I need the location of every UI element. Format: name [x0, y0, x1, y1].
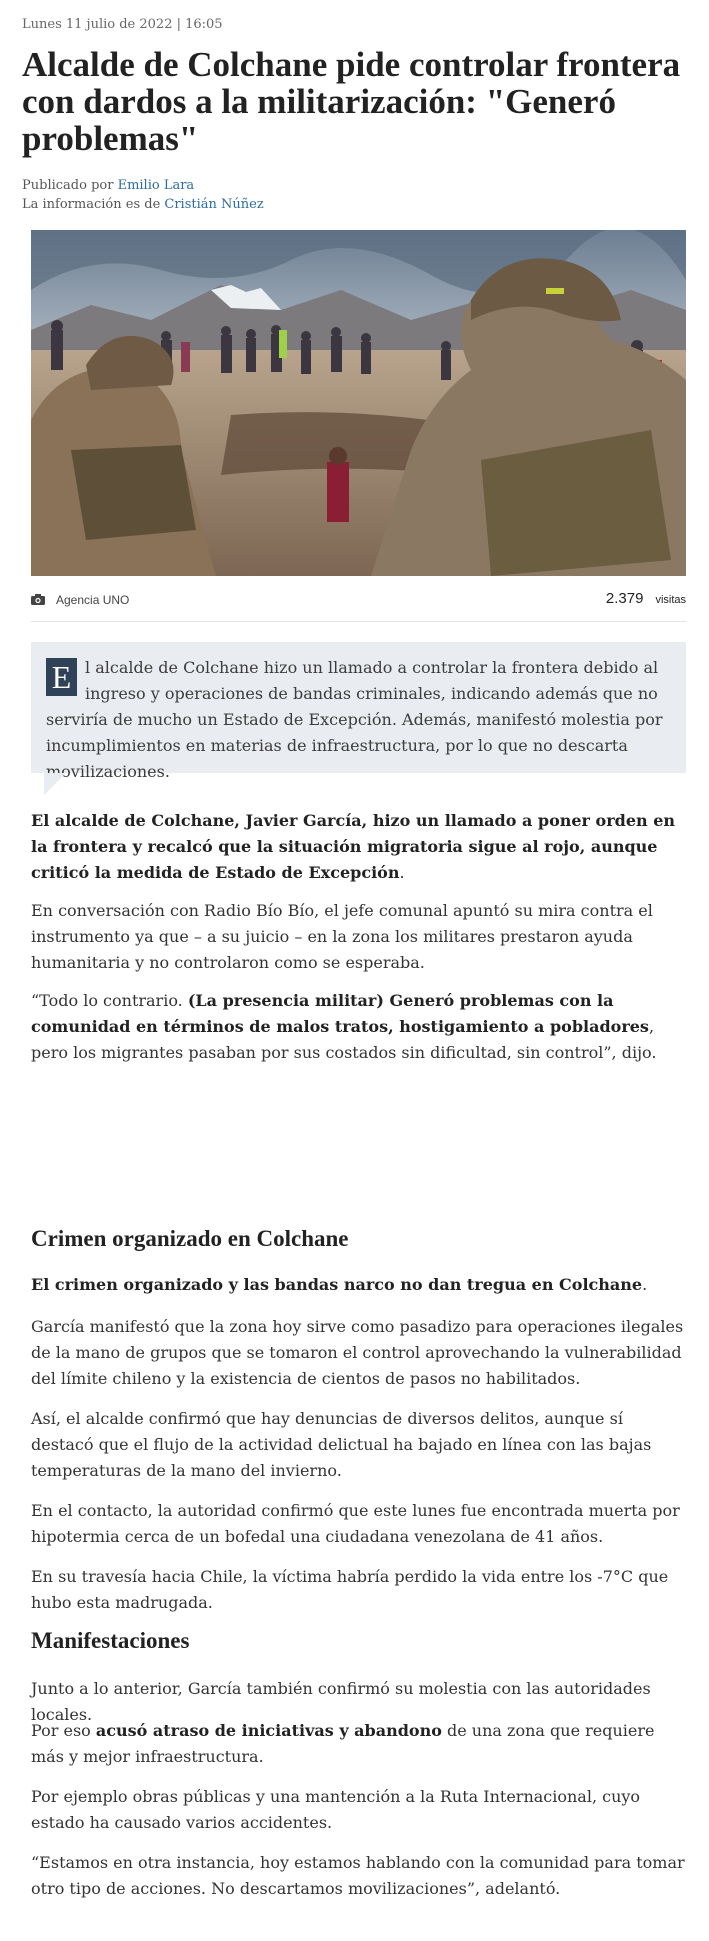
section1-paragraph-1-tail: .	[642, 1275, 648, 1294]
section1-paragraph-3: Así, el alcalde confirmó que hay denuncias de diversos delitos, aunque sí destacó que el flujo de la actividad delictual ha bajado en línea con las bajas temperaturas de la mano del invierno.	[31, 1409, 652, 1480]
section1-paragraph-4: En el contacto, la autoridad confirmó que este lunes fue encontrada muerta por hipotermia cerca de un bofedal una ciudadana venezolana de 41 años.	[31, 1501, 680, 1546]
information-from-label: La información es de	[22, 197, 165, 212]
section2-paragraph-4: “Estamos en otra instancia, hoy estamos hablando con la comunidad para tomar otro tipo de acciones. No descartamos movilizaciones”, adelantó.	[31, 1853, 685, 1898]
lead-dropcap: E	[46, 658, 77, 696]
section2-paragraph-2-bold: acusó atraso de iniciativas y abandono	[95, 1721, 442, 1740]
source-author-link[interactable]: Cristián Núñez	[164, 197, 264, 212]
photo-soldiers-border-scene	[31, 230, 686, 576]
section-heading-manifestaciones: Manifestaciones	[31, 1628, 190, 1653]
published-by	[22, 176, 264, 195]
lead-paragraph	[46, 655, 670, 785]
lead-box-tail	[44, 773, 66, 795]
published-by-label: Publicado por	[22, 178, 118, 193]
lead-text: l alcalde de Colchane hizo un llamado a controlar la frontera debido al ingreso y operaciones de bandas criminales, indicando además que no serviría de mucho un Estado de Excepción. Además, manifestó molestia por incumplimientos en materias de infraestructura, por lo que no descarta movilizaciones.	[46, 658, 663, 781]
view-counter	[606, 590, 686, 608]
camera-icon	[31, 594, 45, 605]
section1-paragraph-5: En su travesía hacia Chile, la víctima habría perdido la vida entre los -7°C que hubo esta madrugada.	[31, 1567, 669, 1612]
paragraph-1-bold: El alcalde de Colchane, Javier García, hizo un llamado a poner orden en la frontera y recalcó que la situación migratoria sigue al rojo, aunque criticó la medida de Estado de Excepción	[31, 811, 676, 882]
photo-credit: Agencia UNO	[56, 593, 130, 607]
article-dateline: Lunes 11 julio de 2022 | 16:05	[22, 17, 223, 32]
section1-paragraph-2: García manifestó que la zona hoy sirve como pasadizo para operaciones ilegales de la mano de grupos que se tomaron el control aprovechando la vulnerabilidad del límite chileno y la existencia de cientos de pasos no habilitados.	[31, 1317, 684, 1388]
paragraph-1-tail: .	[399, 863, 405, 882]
section2-paragraph-3: Por ejemplo obras públicas y una mantención a la Ruta Internacional, cuyo estado ha causado varios accidentes.	[31, 1787, 641, 1832]
section-heading-crimen: Crimen organizado en Colchane	[31, 1226, 349, 1251]
paragraph-3	[31, 988, 686, 1066]
photo-caption-row	[31, 590, 686, 612]
paragraph-2: En conversación con Radio Bío Bío, el jefe comunal apuntó su mira contra el instrumento ya que – a su juicio – en la zona los militares prestaron ayuda humanitaria y no controlaron como se esperaba.	[31, 901, 653, 972]
section1-paragraph-1	[31, 1272, 686, 1298]
section2-paragraph-2-end: de una zona que requiere más y mejor infraestructura.	[31, 1721, 655, 1766]
caption-divider	[31, 621, 686, 622]
paragraph-1	[31, 808, 686, 886]
section2-paragraph-2	[31, 1718, 686, 1770]
section2-paragraph-1: Junto a lo anterior, García también confirmó su molestia con las autoridades locales.	[31, 1679, 651, 1724]
article-photo	[31, 230, 686, 576]
information-from	[22, 195, 264, 214]
view-count: 2.379	[605, 590, 644, 607]
paragraph-3-start: “Todo lo contrario.	[31, 991, 188, 1010]
byline	[22, 176, 264, 214]
paragraph-3-bold: (La presencia militar) Generó problemas con la comunidad en términos de malos tratos, hostigamiento a pobladores	[31, 991, 649, 1036]
author-link[interactable]: Emilio Lara	[117, 178, 195, 193]
section2-paragraph-2-start: Por eso	[31, 1721, 96, 1740]
paragraph-3-end: , pero los migrantes pasaban por sus costados sin dificultad, sin control”, dijo.	[31, 1017, 657, 1062]
lead-summary-box	[31, 642, 686, 781]
section1-paragraph-1-bold: El crimen organizado y las bandas narco no dan tregua en Colchane	[31, 1275, 643, 1294]
article-headline: Alcalde de Colchane pide controlar frontera con dardos a la militarización: "Generó problemas"	[22, 45, 681, 158]
view-label: visitas	[655, 594, 686, 606]
